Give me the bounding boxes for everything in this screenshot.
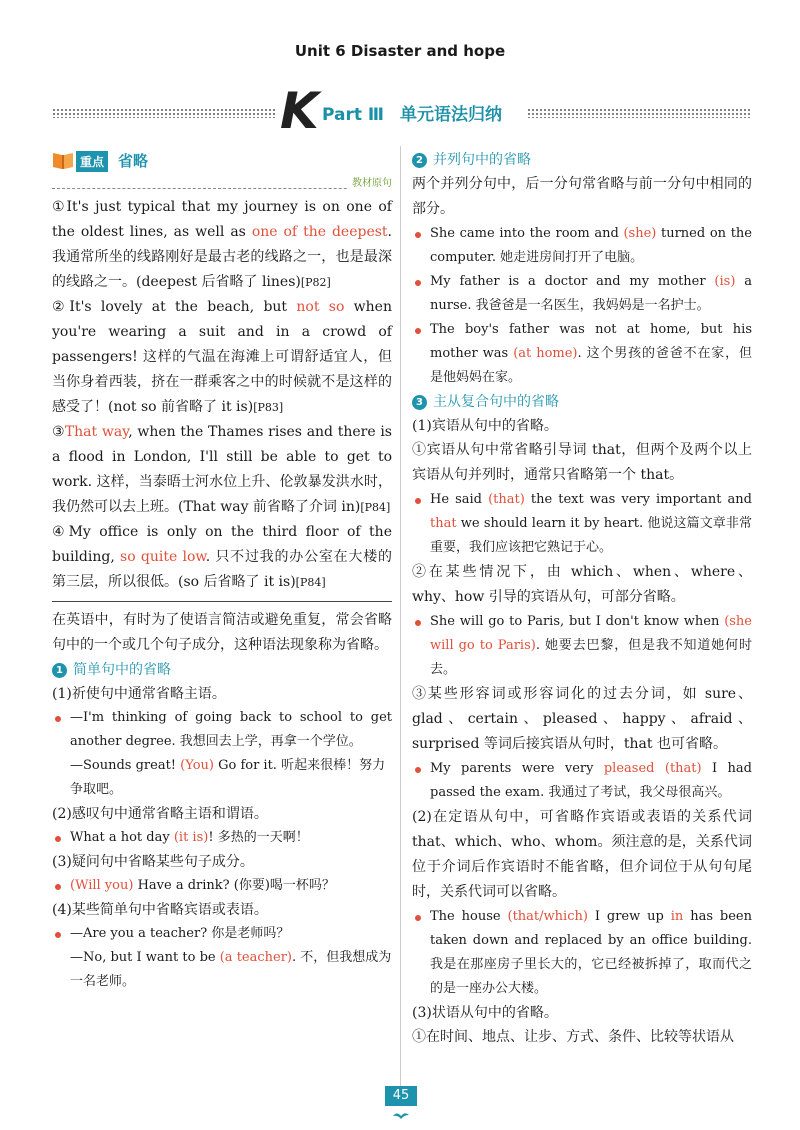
rule-3-1c: ③某些形容词或形容词化的过去分词，如 sure、glad、certain、pleased、happy、afraid、surprised 等词后接宾语从句时，that 也可省略。 [412,686,752,752]
textbook-sentence-tag: 教材原句 [348,174,392,189]
bullet-r5: She will go to Paris, but I don't know when (she will go to Paris). 她要去巴黎，但是我不知道她何时去。 [412,610,752,682]
rule-3-3a: ①在时间、地点、让步、方式、条件、比较等状语从 [412,1029,734,1045]
example-2: ②It's lovely at the beach, but not so when you're wearing a suit and in a crowd of passengers! 这样的气温在海滩上可谓舒适宜人，但当你身着西装，挤在一群乘客之中的时候就不是这样的感受了！(not so 前省略了 it is)[P83] [52,299,392,415]
section-2-desc: 两个并列分句中，后一分句常省略与前一分句中相同的部分。 [412,176,752,217]
rule-3-1a: ①宾语从句中常省略引导词 that，但两个及两个以上宾语从句并列时，通常只省略第一个 that。 [412,442,752,483]
left-column [52,148,392,994]
bullet-4a: —Are you a teacher? 你是老师吗？ [52,922,392,946]
key-heading [52,148,392,174]
bullet-1b: —Sounds great! (You) Go for it. 听起来很棒！努力争取吧。 [70,758,386,797]
part-title [322,100,502,125]
bullet-r7: The house (that/which) I grew up in has been taken down and replaced by an office building. 我是在那座房子里长大的，它已经被拆掉了，取而代之的是一座办公大楼。 [412,905,752,1001]
column-divider [400,146,401,1086]
rule-3-2: (2)在定语从句中，可省略作宾语或表语的关系代词 that、which、who、whom。须注意的是，关系代词位于介词后作宾语时不能省略，但介词位于从句句尾时，关系代词可以省略。 [412,809,752,900]
bullet-r6: My parents were very pleased (that) I had passed the exam. 我通过了考试，我父母很高兴。 [412,757,752,805]
bullet-r3: The boy's father was not at home, but his mother was (at home). 这个男孩的爸爸不在家，但是他妈妈在家。 [412,318,752,390]
number-badge: 1 [52,663,67,678]
part-letter: K [280,82,319,140]
part-banner [52,82,752,140]
rule-3-1: (1)宾语从句中的省略。 [412,418,558,434]
bird-icon [392,1110,410,1122]
right-column [412,148,752,1050]
book-icon [52,150,74,170]
bullet-r1: She came into the room and (she) turned on the computer. 她走进房间打开了电脑。 [412,222,752,270]
bullet-2: What a hot day (it is)! 多热的一天啊！ [52,826,392,850]
rule-1-1: (1)祈使句中通常省略主语。 [52,686,226,702]
section-rule [52,601,392,602]
part-cn-title: 单元语法归纳 [399,105,502,125]
key-tag: 重点 [76,151,108,172]
bullet-r2: My father is a doctor and my mother (is) a nurse. 我爸爸是一名医生，我妈妈是一名护士。 [412,270,752,318]
unit-header: Unit 6 Disaster and hope [294,42,506,60]
bullet-3: (Will you) Have a drink? (你要)喝一杯吗？ [52,874,392,898]
bullet-4b: —No, but I want to be (a teacher). 不，但我想成为一名老师。 [70,950,392,989]
bullet-1a: —I'm thinking of going back to school to get another degree. 我想回去上学，再拿一个学位。 [52,706,392,754]
dotted-rule-left [52,108,277,118]
number-badge: 2 [412,153,427,168]
bullet-r4: He said (that) the text was very important and that we should learn it by heart. 他说这篇文章非常重要，我们应该把它熟记于心。 [412,488,752,560]
textbook-divider [52,176,392,189]
example-4: ④My office is only on the third floor of the building, so quite low. 只不过我的办公室在大楼的第三层，所以很低。(so 后省略了 it is)[P84] [52,524,392,590]
dotted-rule-right [527,108,752,118]
rule-1-2: (2)感叹句中通常省略主语和谓语。 [52,806,268,822]
part-label: Part Ⅲ [322,105,384,125]
example-1: ①It's just typical that my journey is on one of the oldest lines, as well as one of the deepest. 我通常所坐的线路刚好是最古老的线路之一，也是最深的线路之一。(deepest 后省略了 lines)[P82] [52,199,392,290]
key-title: 省略 [118,152,149,170]
number-badge: 3 [412,395,427,410]
example-3: ③That way, when the Thames rises and there is a flood in London, I'll still be able to get to work. 这样，当泰晤士河水位上升、伦敦暴发洪水时，我仍然可以去上班。(That way 前省略了介词 in)[P84] [52,424,392,515]
page-number: 45 [385,1086,417,1106]
intro-text: 在英语中，有时为了使语言简洁或避免重复，常会省略句中的一个或几个句子成分，这种语法现象称为省略。 [52,612,392,653]
rule-1-4: (4)某些简单句中省略宾语或表语。 [52,902,268,918]
rule-1-3: (3)疑问句中省略某些句子成分。 [52,854,254,870]
section-1-heading: 1 简单句中的省略 [52,658,392,682]
rule-3-3: (3)状语从句中的省略。 [412,1005,558,1021]
section-3-heading: 3 主从复合句中的省略 [412,390,752,414]
rule-3-1b: ②在某些情况下，由 which、when、where、why、how 引导的宾语从句，可部分省略。 [412,564,752,605]
section-2-heading: 2 并列句中的省略 [412,148,752,172]
